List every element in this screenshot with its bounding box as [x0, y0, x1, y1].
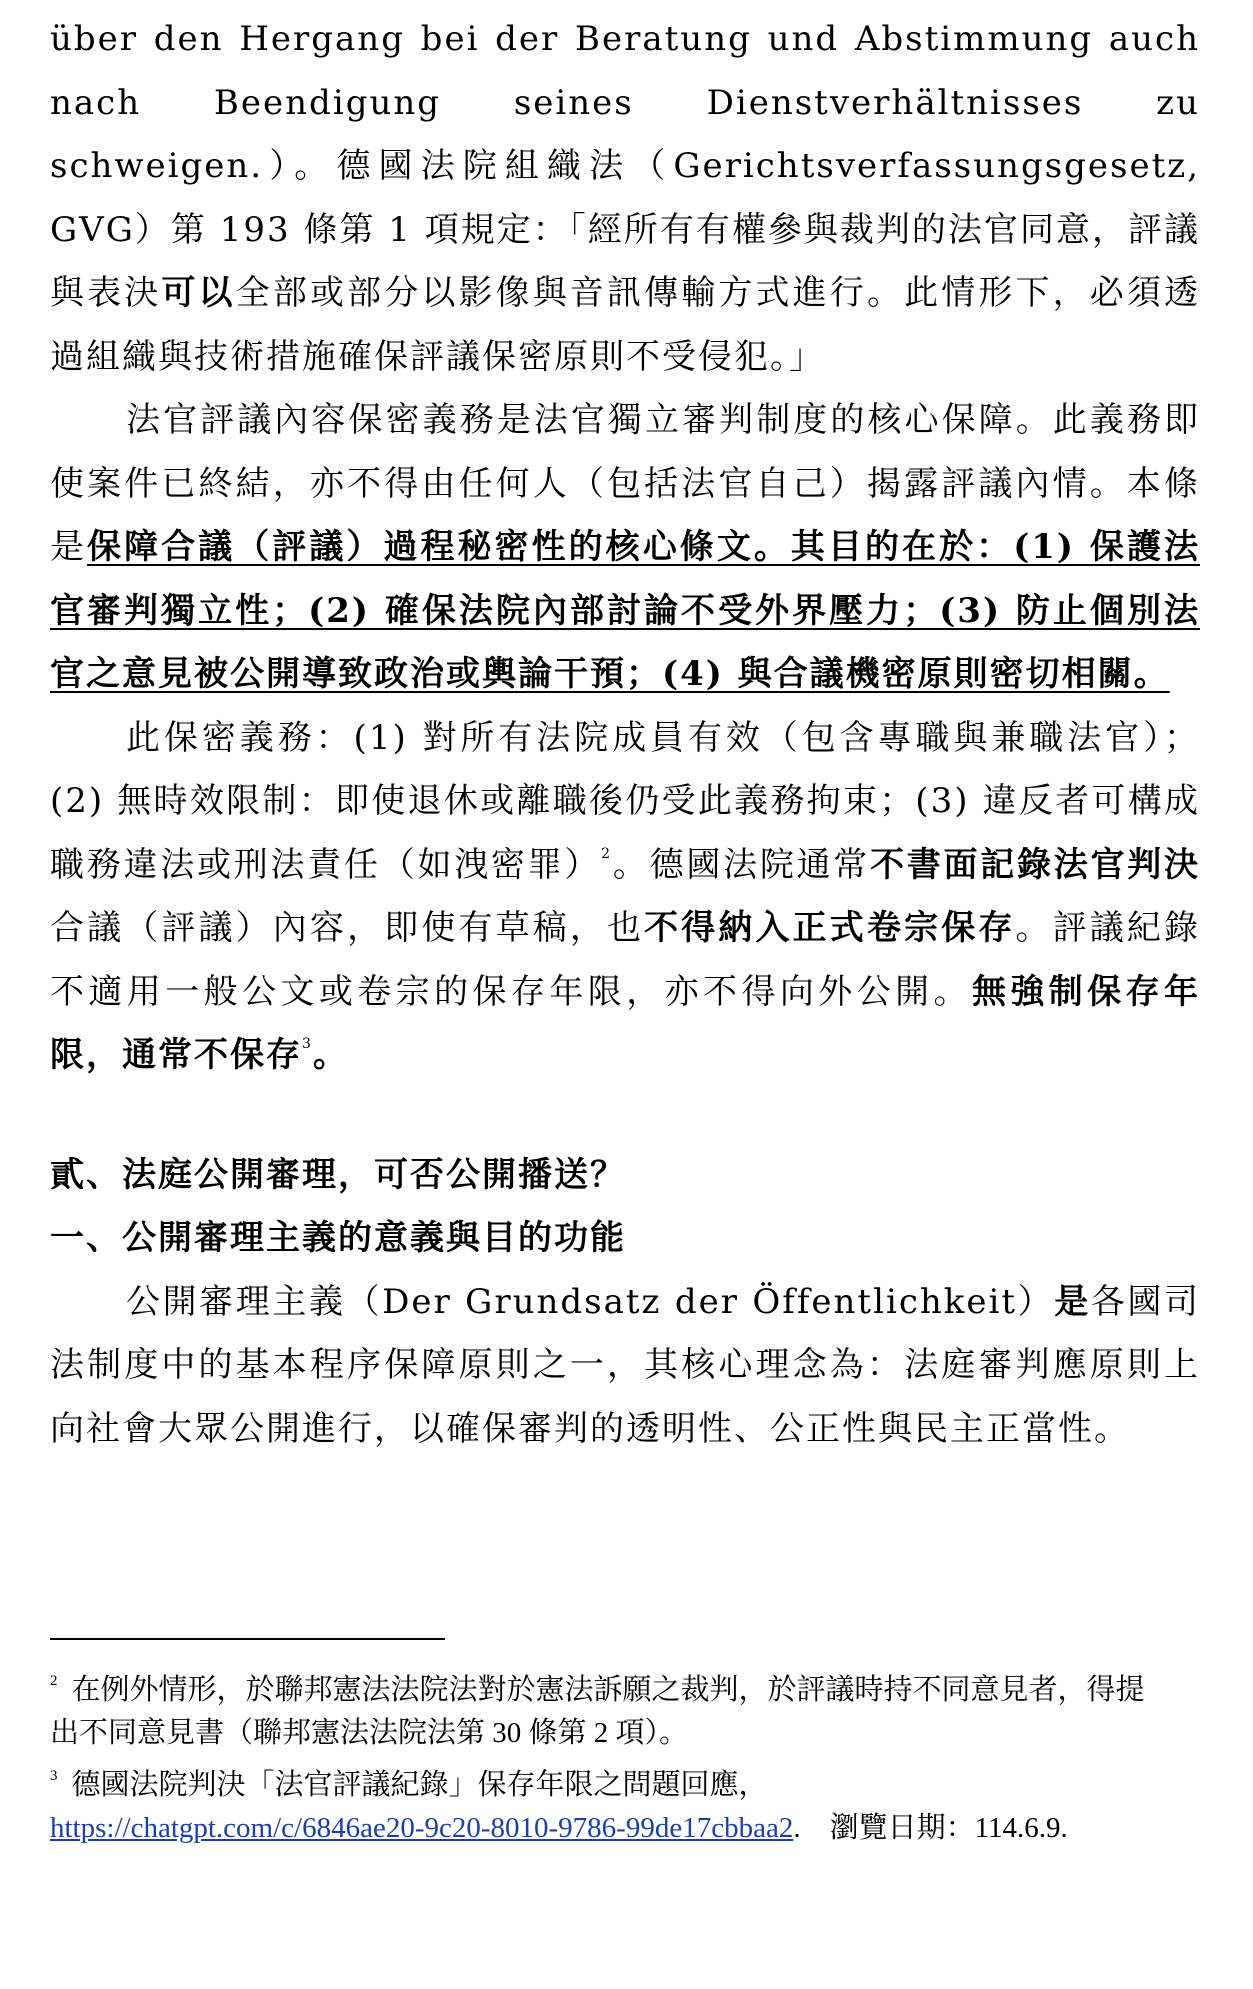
- footnote-text: 德國法院判決「法官評議紀錄」保存年限之問題回應，: [71, 1769, 768, 1801]
- footnote-ref-3[interactable]: 3: [302, 1036, 313, 1052]
- footnote-ref-2[interactable]: 2: [601, 845, 613, 862]
- footnote-link[interactable]: https://chatgpt.com/c/6846ae20-9c20-8010-9786-99de17cbbaa2: [50, 1812, 794, 1844]
- text-run: 此保密義務：(1) 對所有法院成員有效（包含專職與兼職法官）；(2) 無時效限制：即使退休或離職後仍受此義務拘束；(3) 違反者可構成職務違法或刑法責任（如洩密罪）: [50, 717, 1200, 885]
- footnote-text: 在例外情形，於聯邦憲法法院法對於憲法訴願之裁判，於評議時持不同意見者，得提出不同意見書（聯邦憲法法院法第 30 條第 2 項）。: [50, 1674, 1145, 1749]
- text-run: 。德國法院通常: [612, 844, 871, 885]
- text-run: über den Hergang bei der Beratung und Abstimmung auch nach Beendigung seines Dienstverhältnisses zu schweigen.）。德國法院組織法（Gerichtsverfassungsgesetz, GVG）第 193 條第 1 項規定：「經所有有權參與裁判的法官同意，評議與表決: [50, 19, 1200, 313]
- paragraph-gvg-193: [50, 8, 1200, 389]
- text-run: 合議（評議）內容，即使有草稿，也: [50, 908, 645, 948]
- footnote-2: [50, 1660, 1170, 1755]
- footnote-3: [50, 1755, 1170, 1850]
- text-run: 全部或部分以影像與音訊傳輸方式進行。此情形下，必須透過組織與技術措施確保評議保密原則不受侵犯。」: [50, 273, 1201, 377]
- text-run: 法官評議內容保密義務是法官獨立審判制度的核心保障。此義務即使案件已終結，亦不得由任何人（包括法官自己）揭露評議內情。本條是: [50, 400, 1200, 567]
- bold-text: 不得納入正式卷宗保存: [644, 908, 1016, 948]
- bold-text: 無強制保存年限，通常不保存: [50, 971, 1201, 1075]
- bold-text: 可以: [161, 273, 236, 313]
- text-run: 各國司法制度中的基本程序保障原則之一，其核心理念為：法庭審判應原則上向社會大眾公開進行，以確保審判的透明性、公正性與民主正當性。: [50, 1281, 1201, 1449]
- footnote-mark: 2: [50, 1673, 58, 1689]
- subsection-heading: 一、公開審理主義的意義與目的功能: [50, 1218, 626, 1258]
- paragraph-public-trial: [50, 1271, 1200, 1462]
- footnote-mark: 3: [50, 1768, 58, 1784]
- text-run: 。評議紀錄不適用一般公文或卷宗的保存年限，亦不得向外公開。: [50, 908, 1201, 1012]
- bold-text: 不書面記錄法官判決: [870, 844, 1201, 885]
- footnotes-section: [50, 1638, 1170, 1850]
- footnote-divider: [50, 1638, 445, 1640]
- paragraph-confidentiality-scope: [50, 707, 1200, 1088]
- bold-text: 是: [1054, 1281, 1091, 1322]
- bold-underlined-text: 保障合議（評議）過程秘密性的核心條文。其目的在於：(1) 保護法官審判獨立性；(2) 確保法院內部討論不受外界壓力；(3) 防止個別法官之意見被公開導致政治或輿論干預；(4) 與合議機密原則密切相關。: [50, 527, 1200, 694]
- paragraph-confidentiality-duty: [50, 389, 1200, 707]
- text-run: 公開審理主義（Der Grundsatz der Öffentlichkeit）: [126, 1281, 1055, 1322]
- footnote-text: . 瀏覽日期：114.6.9.: [793, 1812, 1068, 1844]
- section-heading: 貳、法庭公開審理，可否公開播送？: [50, 1154, 626, 1195]
- bold-text: 。: [312, 1035, 349, 1075]
- document-body: [50, 8, 1200, 1461]
